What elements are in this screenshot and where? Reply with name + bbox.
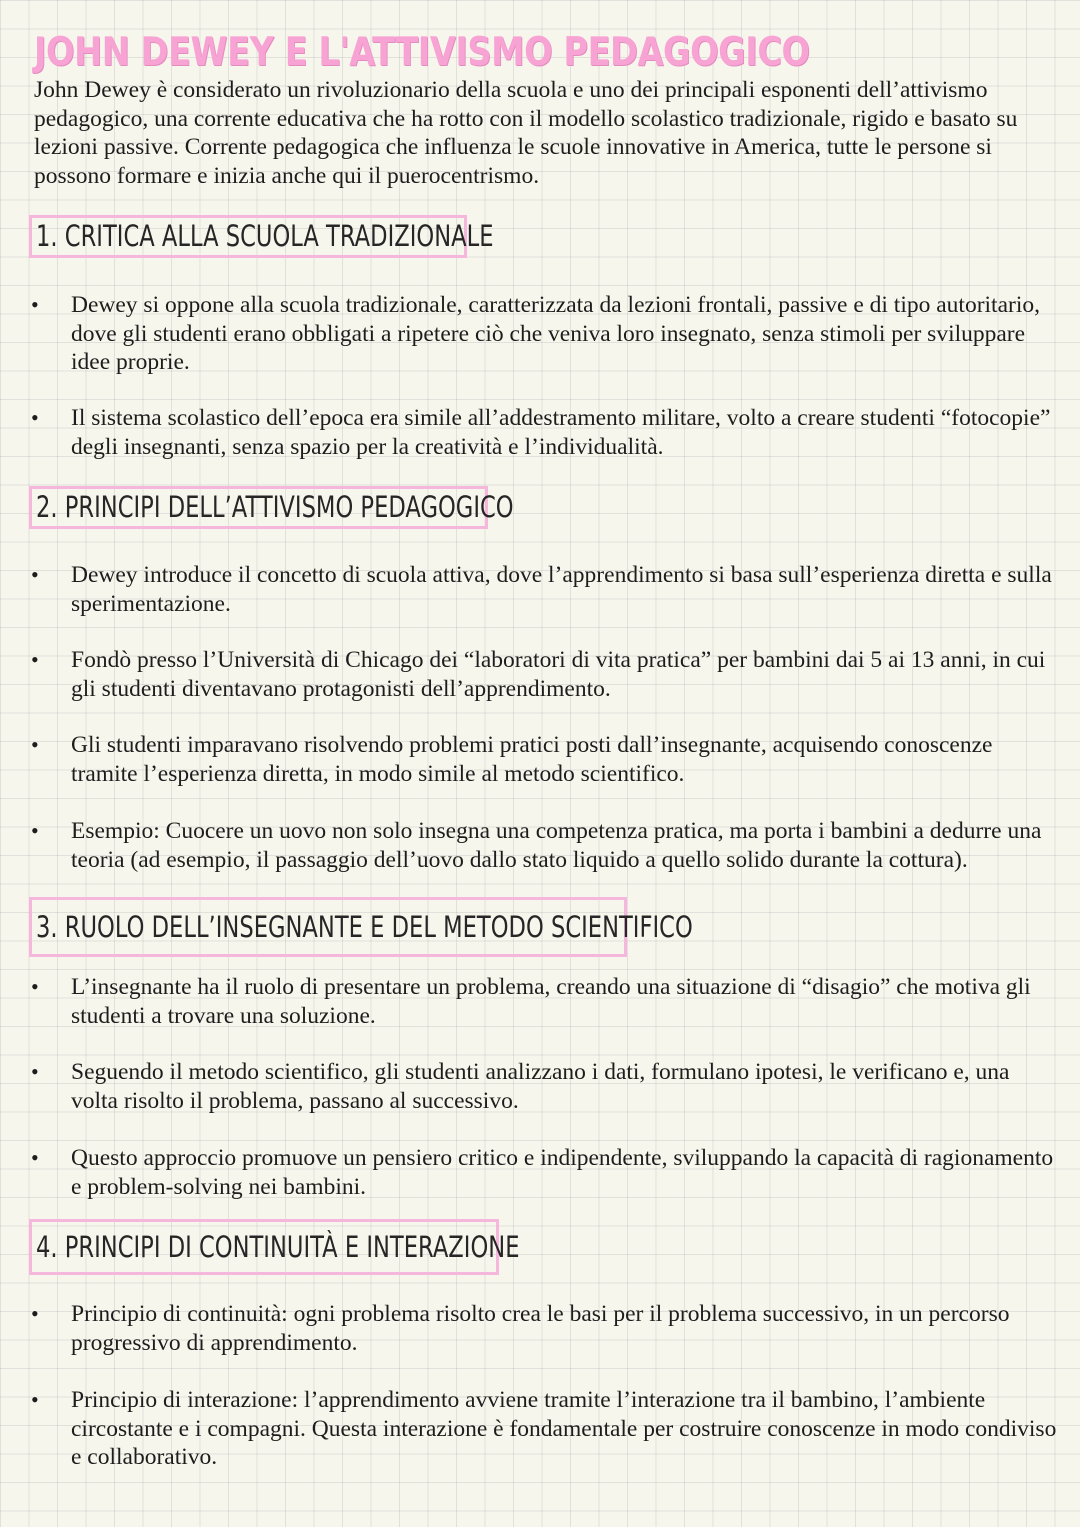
section-heading-ruolo bbox=[29, 897, 693, 957]
bullet-icon: • bbox=[31, 1387, 39, 1412]
bullet-icon: • bbox=[31, 292, 39, 317]
list-item-text: L’insegnante ha il ruolo di presentare un problema, creando una situazione di “disagio” che motiva gli studenti a trovare una soluzione. bbox=[71, 974, 1031, 1029]
list-item bbox=[31, 1386, 1061, 1472]
list-item bbox=[31, 646, 1061, 703]
list-item-text: Seguendo il metodo scientifico, gli studenti analizzano i dati, formulano ipotesi, le verificano e, una volta risolto il problema, passano al successivo. bbox=[71, 1059, 1010, 1114]
bullet-icon: • bbox=[31, 562, 39, 587]
list-item-text: Fondò presso l’Università di Chicago dei “laboratori di vita pratica” per bambini dai 5 ai 13 anni, in cui gli studenti diventavano protagonisti dell’apprendimento. bbox=[71, 647, 1046, 702]
list-item-text: Questo approccio promuove un pensiero critico e indipendente, sviluppando la capacità di ragionamento e problem-solving nei bambini. bbox=[71, 1145, 1054, 1200]
list-item bbox=[31, 1144, 1061, 1201]
list-item bbox=[31, 1058, 1061, 1115]
section-heading-critica bbox=[29, 215, 494, 258]
list-item-text: Il sistema scolastico dell’epoca era simile all’addestramento militare, volto a creare studenti “fotocopie” degli insegnanti, senza spazio per la creatività e l’individualità. bbox=[71, 405, 1051, 460]
section-heading-text: 1. CRITICA ALLA SCUOLA TRADIZIONALE bbox=[36, 219, 494, 253]
section-heading-continuita bbox=[29, 1219, 520, 1275]
page-title: JOHN DEWEY E L'ATTIVISMO PEDAGOGICO bbox=[34, 30, 810, 75]
list-item-text: Gli studenti imparavano risolvendo problemi pratici posti dall’insegnante, acquisendo conoscenze tramite l’esperienza diretta, in modo simile al metodo scientifico. bbox=[71, 732, 993, 787]
list-item bbox=[31, 731, 1061, 788]
list-item-text: Esempio: Cuocere un uovo non solo insegna una competenza pratica, ma porta i bambini a dedurre una teoria (ad esempio, il passaggio dell’uovo dallo stato liquido a quello solido durante la cottura). bbox=[71, 818, 1042, 873]
section-heading-text: 2. PRINCIPI DELL’ATTIVISMO PEDAGOGICO bbox=[36, 490, 514, 524]
bullet-icon: • bbox=[31, 818, 39, 843]
list-item-text: Dewey si oppone alla scuola tradizionale, caratterizzata da lezioni frontali, passive e di tipo autoritario, dove gli studenti erano obbligati a ripetere ciò che veniva loro insegnato, senza stimoli per sviluppare idee proprie. bbox=[71, 292, 1040, 376]
bullet-icon: • bbox=[31, 405, 39, 430]
list-item bbox=[31, 973, 1061, 1030]
section-heading-text: 4. PRINCIPI DI CONTINUITÀ E INTERAZIONE bbox=[36, 1230, 520, 1264]
list-item bbox=[31, 404, 1061, 461]
intro-paragraph: John Dewey è considerato un rivoluzionario della scuola e uno dei principali esponenti dell’attivismo pedagogico, una corrente educativa che ha rotto con il modello scolastico tradizionale, rigido e basato su lezioni passive. Corrente pedagogica che influenza le scuole innovative in America, tutte le persone si possono formare e inizia anche qui il puerocentrismo. bbox=[34, 77, 1018, 189]
list-item bbox=[31, 561, 1061, 618]
list-item-text: Principio di continuità: ogni problema risolto crea le basi per il problema successivo, in un percorso progressivo di apprendimento. bbox=[71, 1301, 1010, 1356]
section-heading-text: 3. RUOLO DELL’INSEGNANTE E DEL METODO SCIENTIFICO bbox=[36, 910, 693, 944]
bullet-icon: • bbox=[31, 732, 39, 757]
list-item bbox=[31, 817, 1061, 874]
list-item bbox=[31, 1300, 1061, 1357]
list-item-text: Dewey introduce il concetto di scuola attiva, dove l’apprendimento si basa sull’esperienza diretta e sulla sperimentazione. bbox=[71, 562, 1052, 617]
bullet-icon: • bbox=[31, 1145, 39, 1170]
list-item bbox=[31, 291, 1061, 377]
bullet-icon: • bbox=[31, 1301, 39, 1326]
section-heading-principi bbox=[29, 486, 514, 529]
list-item-text: Principio di interazione: l’apprendimento avviene tramite l’interazione tra il bambino, l’ambiente circostante e i compagni. Questa interazione è fondamentale per costruire conoscenze in modo condiviso e collaborativo. bbox=[71, 1387, 1057, 1471]
bullet-icon: • bbox=[31, 974, 39, 999]
bullet-icon: • bbox=[31, 647, 39, 672]
bullet-icon: • bbox=[31, 1059, 39, 1084]
